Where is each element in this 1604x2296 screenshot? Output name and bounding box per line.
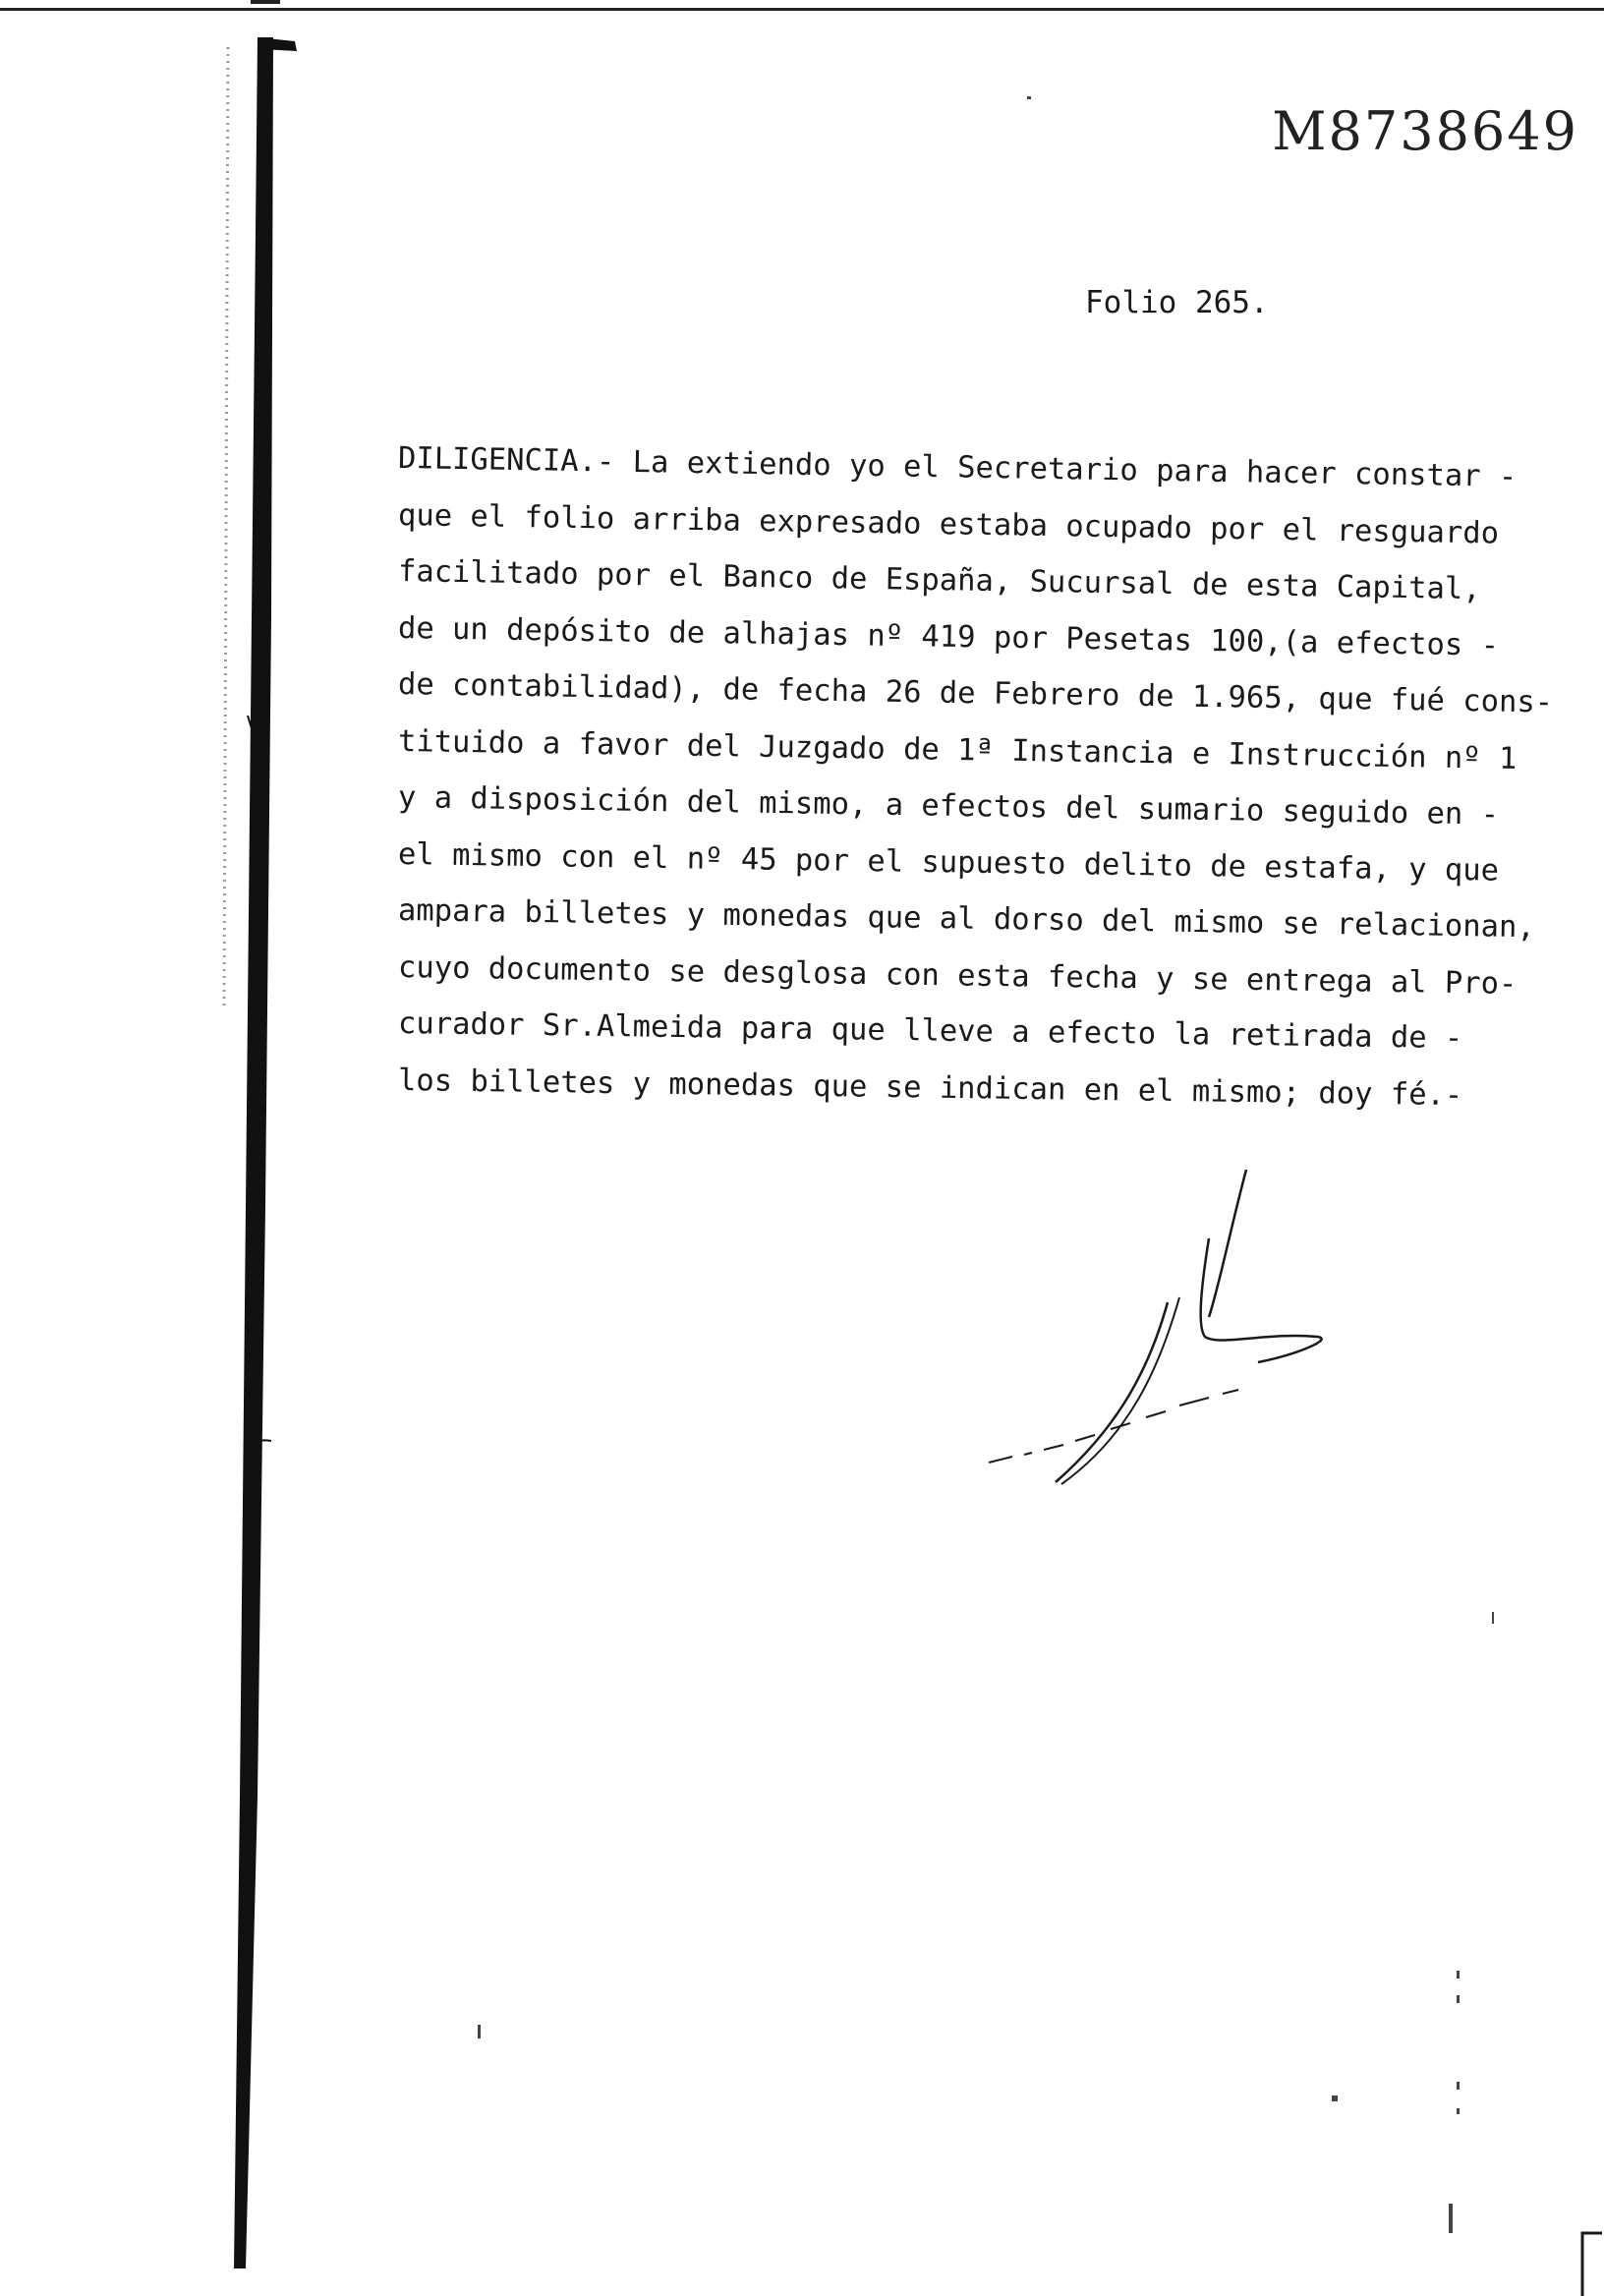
scan-speck bbox=[1332, 2095, 1338, 2101]
text-line: los billetes y monedas que se indican en el mismo; doy fé.- bbox=[397, 1062, 1463, 1113]
folio-label: Folio 265. bbox=[1085, 285, 1269, 320]
binding-margin bbox=[0, 28, 334, 2288]
text-line: de un depósito de alhajas nº 419 por Pesetas 100,(a efectos - bbox=[397, 610, 1500, 663]
scan-speck bbox=[1457, 2082, 1460, 2090]
text-line: de contabilidad), de fecha 26 de Febrero de 1.965, que fué cons- bbox=[397, 667, 1554, 720]
text-line: DILIGENCIA.- La extiendo yo el Secretario para hacer constar - bbox=[397, 441, 1518, 494]
scan-top-tick bbox=[251, 0, 280, 4]
scan-speck bbox=[1027, 96, 1031, 99]
text-line: curador Sr.Almeida para que lleve a efecto la retirada de - bbox=[397, 1006, 1463, 1057]
text-line: facilitado por el Banco de España, Sucursal de esta Capital, bbox=[397, 554, 1481, 607]
text-line: el mismo con el nº 45 por el supuesto delito de estafa, y que bbox=[397, 836, 1500, 889]
scan-speck bbox=[1449, 2204, 1453, 2233]
document-number: M8738649 bbox=[1272, 100, 1578, 162]
scan-top-border bbox=[0, 8, 1604, 11]
scan-speck bbox=[478, 2025, 481, 2038]
scan-speck bbox=[1457, 2108, 1460, 2114]
scan-speck bbox=[1457, 1971, 1460, 1979]
text-line: que el folio arriba expresado estaba ocupado por el resguardo bbox=[397, 497, 1500, 551]
corner-bracket-mark bbox=[1578, 2227, 1604, 2296]
scan-speck bbox=[1492, 1612, 1494, 1624]
diligencia-text bbox=[397, 430, 1577, 1113]
text-line: tituido a favor del Juzgado de 1ª Instancia e Instrucción nº 1 bbox=[397, 723, 1518, 776]
scan-speck bbox=[1457, 1995, 1460, 2003]
text-line: ampara billetes y monedas que al dorso del mismo se relacionan, bbox=[397, 893, 1535, 946]
text-line: y a disposición del mismo, a efectos del sumario seguido en - bbox=[397, 780, 1500, 832]
text-line: cuyo documento se desglosa con esta fecha y se entrega al Pro- bbox=[397, 949, 1518, 1002]
handwritten-signature bbox=[973, 1170, 1346, 1504]
